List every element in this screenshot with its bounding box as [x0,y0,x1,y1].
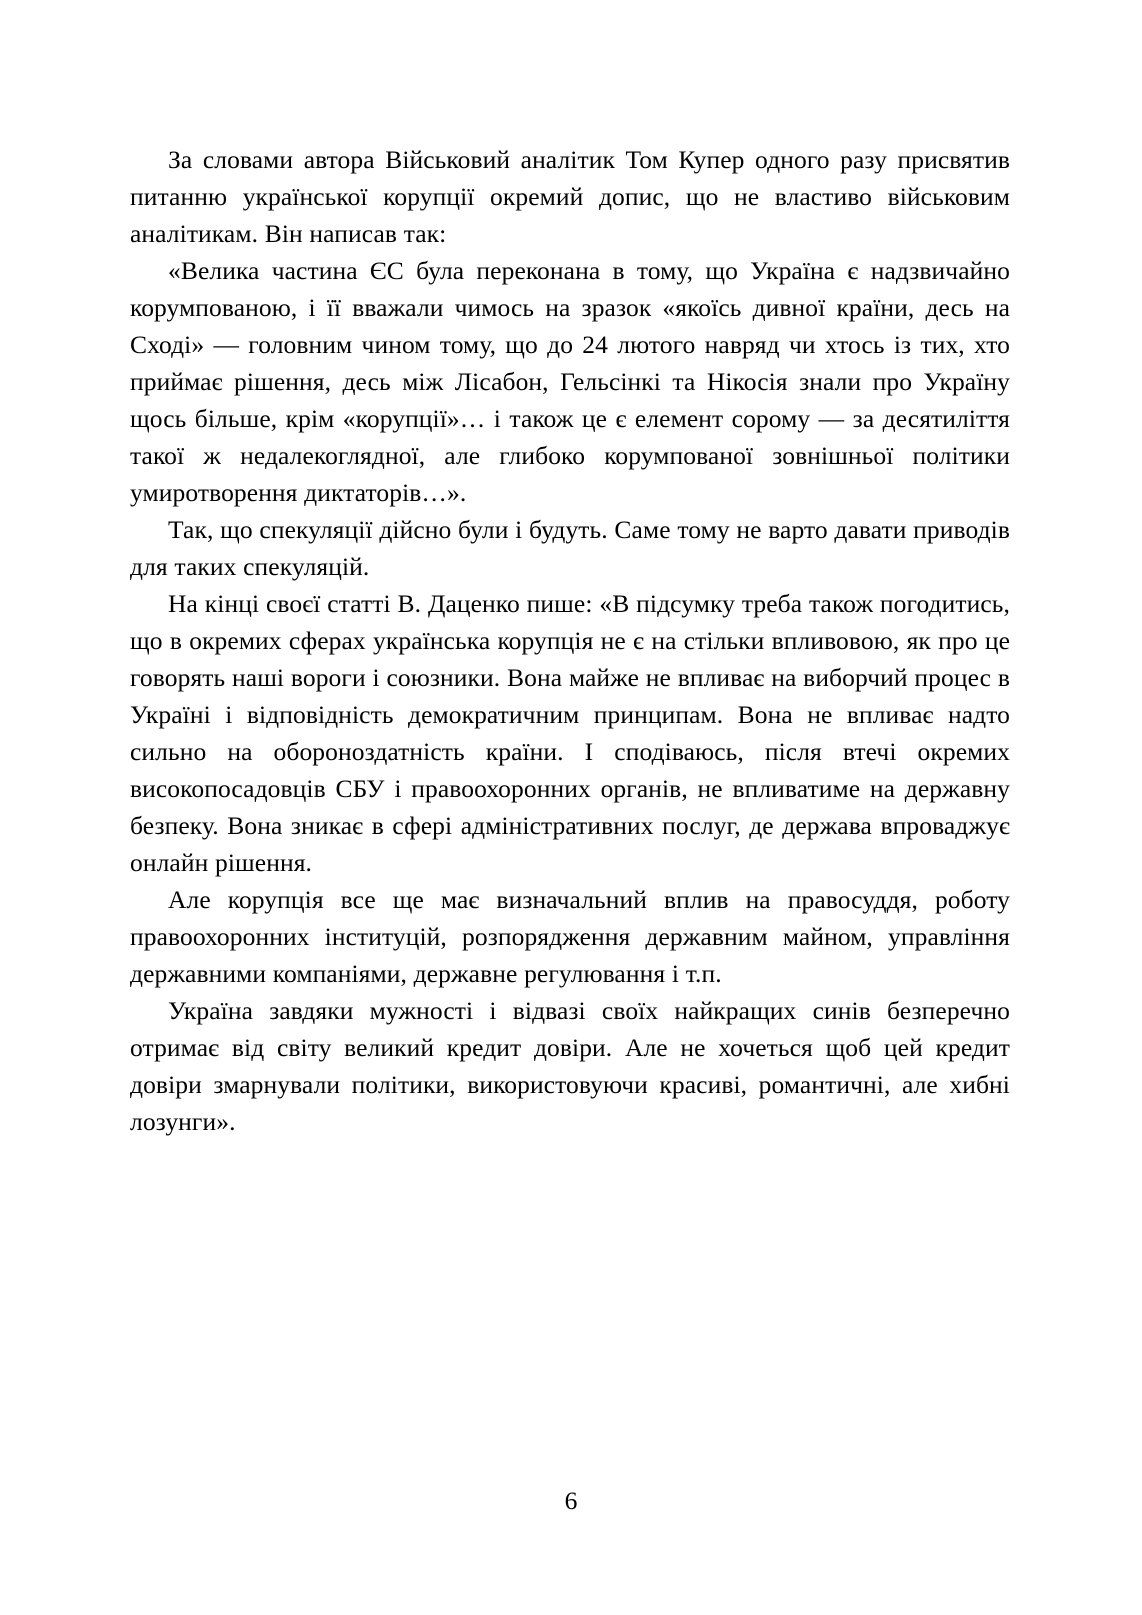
paragraph-1: За словами автора Військовий аналітик Том Купер одного разу присвятив питанню української корупції окремий допис, що не властиво військовим аналітикам. Він написав так: [130,145,1010,248]
paragraph-3: Так, що спекуляції дійсно були і будуть. Саме тому не варто давати приводів для таких спекуляцій. [130,515,1010,581]
paragraph-6: Україна завдяки мужності і відвазі своїх найкращих синів безперечно отримає від світу великий кредит довіри. Але не хочеться щоб цей кредит довіри змарнували політики, використовуючи красиві, романтичні, але хибні лозунги». [130,996,1010,1136]
page-number: 6 [564,1486,578,1515]
body-text-block [130,141,1010,1140]
paragraph-2: «Велика частина ЄС була переконана в тому, що Україна є надзвичайно корумпованою, і її вважали чимось на зразок «якоїсь дивної країни, десь на Сході» — головним чином тому, що до 24 лютого навряд чи хтось із тих, хто приймає рішення, десь між Лісабон, Гельсінкі та Нікосія знали про Україну щось більше, крім «корупції»… і також це є елемент сорому — за десятиліття такої ж недалекоглядної, але глибоко корумпованої зовнішньої політики умиротворення диктаторів…». [130,256,1010,507]
paragraph-4: На кінці своєї статті В. Даценко пише: «В підсумку треба також погодитись, що в окремих сферах українська корупція не є на стільки впливовою, як про це говорять наші вороги і союзники. Вона майже не впливає на виборчий процес в Україні і відповідність демократичним принципам. Вона не впливає надто сильно на обороноздатність країни. І сподіваюсь, після втечі окремих високопосадовців СБУ і правоохоронних органів, не впливатиме на державну безпеку. Вона зникає в сфері адміністративних послуг, де держава впроваджує онлайн рішення. [130,589,1010,877]
paragraph-5: Але корупція все ще має визначальний вплив на правосуддя, роботу правоохоронних інституцій, розпорядження державним майном, управління державними компаніями, державне регулювання і т.п. [130,885,1010,988]
